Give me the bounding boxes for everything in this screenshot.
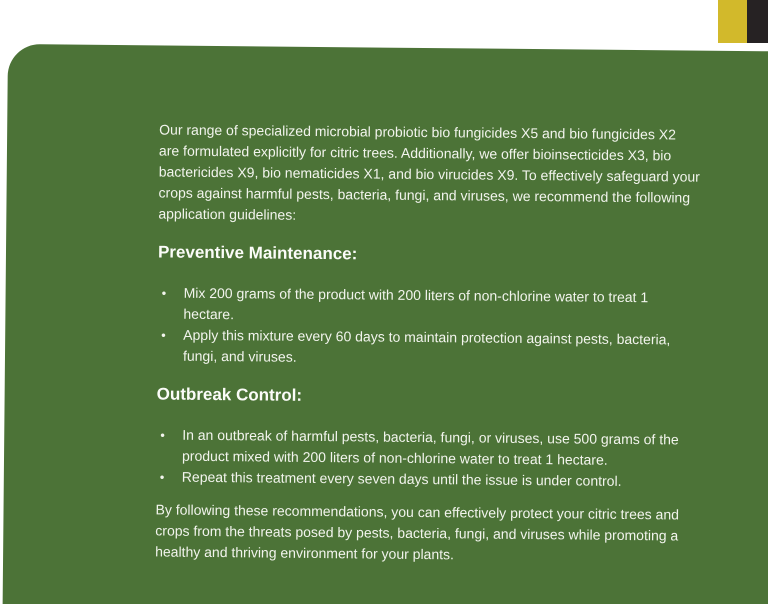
bullet-item [157, 282, 757, 330]
bullet-text: Mix 200 grams of the product with 200 liters of non-chlorine water to treat 1 hectare. [183, 284, 649, 323]
card-content [155, 119, 759, 568]
bullet-list-outbreak [156, 424, 757, 493]
section-heading-preventive-maintenance: Preventive Maintenance: [157, 242, 358, 264]
accent-black-block [747, 0, 768, 43]
bullet-text: Apply this mixture every 60 days to maintain protection against pests, bacteria, fungi, and viruses. [182, 326, 671, 365]
content-card [2, 44, 768, 604]
bullet-marker: • [160, 427, 165, 443]
bullet-text: In an outbreak of harmful pests, bacteria, fungi, or viruses, use 500 grams of the product mixed with 200 liters of non-chlorine water to treat 1 hectare. [181, 426, 679, 468]
bullet-item [157, 324, 757, 372]
accent-yellow-block [718, 0, 747, 43]
closing-paragraph: By following these recommendations, you can effectively protect your citric trees and crops from the threats posed by pests, bacteria, fungi, and viruses while promoting a healthy and thriving environment for your plants. [155, 501, 680, 563]
bullet-marker: • [161, 327, 166, 343]
bullet-text: Repeat this treatment every seven days until the issue is under control. [181, 468, 622, 489]
intro-paragraph: Our range of specialized microbial probiotic bio fungicides X5 and bio fungicides X2 are formulated explicitly for citric trees. Additionally, we offer bioinsecticides X3, bio bactericides X9, bio nematicides X1, and bio virucides X9. To effectively safeguard your crops against harmful pests, bacteria, fungi, and viruses, we recommend the following application guidelines: [158, 121, 700, 223]
bullet-list-preventive [157, 282, 758, 372]
section-heading-outbreak-control: Outbreak Control: [156, 384, 303, 405]
bullet-item [156, 466, 756, 493]
bullet-marker: • [159, 469, 165, 485]
bullet-item [156, 424, 756, 472]
bullet-marker: • [161, 285, 167, 301]
